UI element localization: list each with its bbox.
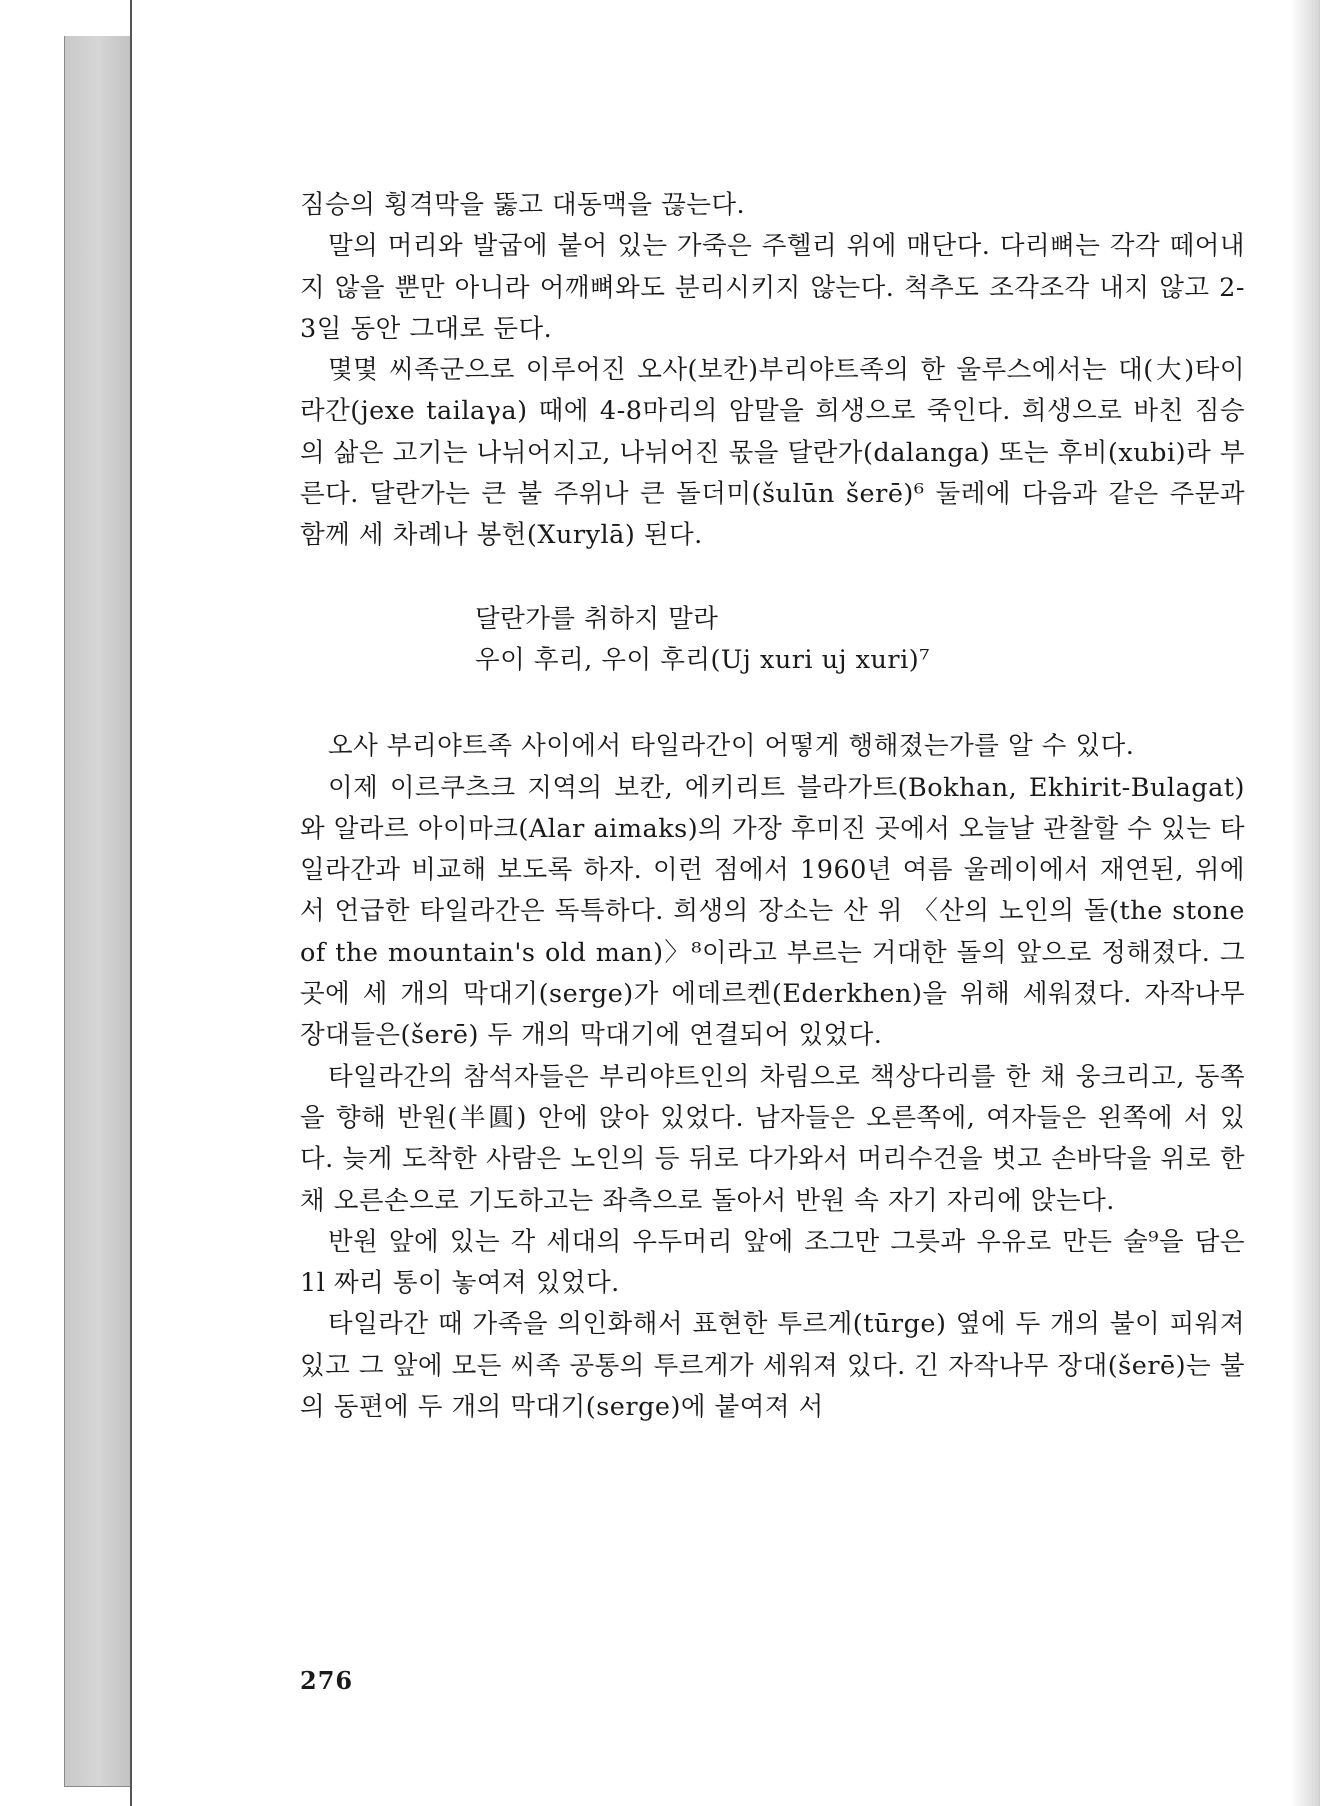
paragraph-5: 이제 이르쿠츠크 지역의 보칸, 에키리트 블라가트(Bokhan, Ekhirit-Bulagat)와 알라르 아이마크(Alar aimaks)의 가장 후미진 곳에서 오늘날 관찰할 수 있는 타일라간과 비교해 보도록 하자. 이런 점에서 1960년 여름 울레이에서 재연된, 위에서 언급한 타일라간은 독특하다. 희생의 장소는 산 위 〈산의 노인의 돌(the stone of the mountain's old man)〉⁸이라고 부르는 거대한 돌의 앞으로 정해졌다. 그곳에 세 개의 막대기(serge)가 에데르켄(Ederkhen)을 위해 세워졌다. 자작나무 장대들은(šerē) 두 개의 막대기에 연결되어 있었다. bbox=[300, 772, 1245, 1051]
paragraph-8: 타일라간 때 가족을 의인화해서 표현한 투르게(tūrge) 옆에 두 개의 불이 피워져 있고 그 앞에 모든 씨족 공통의 투르게가 세워져 있다. 긴 자작나무 장대(šerē)는 불의 동편에 두 개의 막대기(serge)에 붙여져 서 bbox=[300, 1309, 1245, 1423]
paragraph-4: 오사 부리야트족 사이에서 타일라간이 어떻게 행해졌는가를 알 수 있다. bbox=[328, 731, 1135, 762]
verse-line-1: 달란가를 취하지 말라 bbox=[475, 603, 719, 634]
page-edge-shadow bbox=[1291, 0, 1319, 1806]
verse-line-2: 우이 후리, 우이 후리(Uj xuri uj xuri)⁷ bbox=[475, 644, 930, 675]
book-spine bbox=[64, 36, 131, 1787]
paragraph-3: 몇몇 씨족군으로 이루어진 오사(보칸)부리야트족의 한 울루스에서는 대(大)타이라간(jexe tailaγa) 때에 4-8마리의 암말을 희생으로 죽인다. 희생으로 바친 짐승의 삶은 고기는 나뉘어지고, 나뉘어진 몫을 달란가(dalanga) 또는 후비(xubi)라 부른다. 달란가는 큰 불 주위나 큰 돌더미(šulūn šerē)⁶ 둘레에 다음과 같은 주문과 함께 세 차례나 봉헌(Xurylā) 된다. bbox=[300, 355, 1245, 551]
paragraph-6: 타일라간의 참석자들은 부리야트인의 차림으로 책상다리를 한 채 웅크리고, 동쪽을 향해 반원(半圓) 안에 앉아 있었다. 남자들은 오른쪽에, 여자들은 왼쪽에 서 있다. 늦게 도착한 사람은 노인의 등 뒤로 다가와서 머리수건을 벗고 손바닥을 위로 한 채 오른손으로 기도하고는 좌측으로 돌아서 반원 속 자기 자리에 앉는다. bbox=[300, 1061, 1245, 1216]
verse-quote bbox=[475, 599, 1245, 682]
paragraph-2: 말의 머리와 발굽에 붙어 있는 가죽은 주헬리 위에 매단다. 다리뼈는 각각 떼어내지 않을 뿐만 아니라 어깨뼈와도 분리시키지 않는다. 척추도 조각조각 내지 않고 2-3일 동안 그대로 둔다. bbox=[300, 231, 1245, 344]
body-text bbox=[300, 185, 1245, 1428]
paragraph-7: 반원 앞에 있는 각 세대의 우두머리 앞에 조그만 그릇과 우유로 만든 술⁹을 담은 1l 짜리 통이 놓여져 있었다. bbox=[300, 1226, 1245, 1299]
page-number: 276 bbox=[300, 1666, 354, 1695]
paragraph-1: 짐승의 횡격막을 뚫고 대동맥을 끊는다. bbox=[300, 190, 746, 220]
